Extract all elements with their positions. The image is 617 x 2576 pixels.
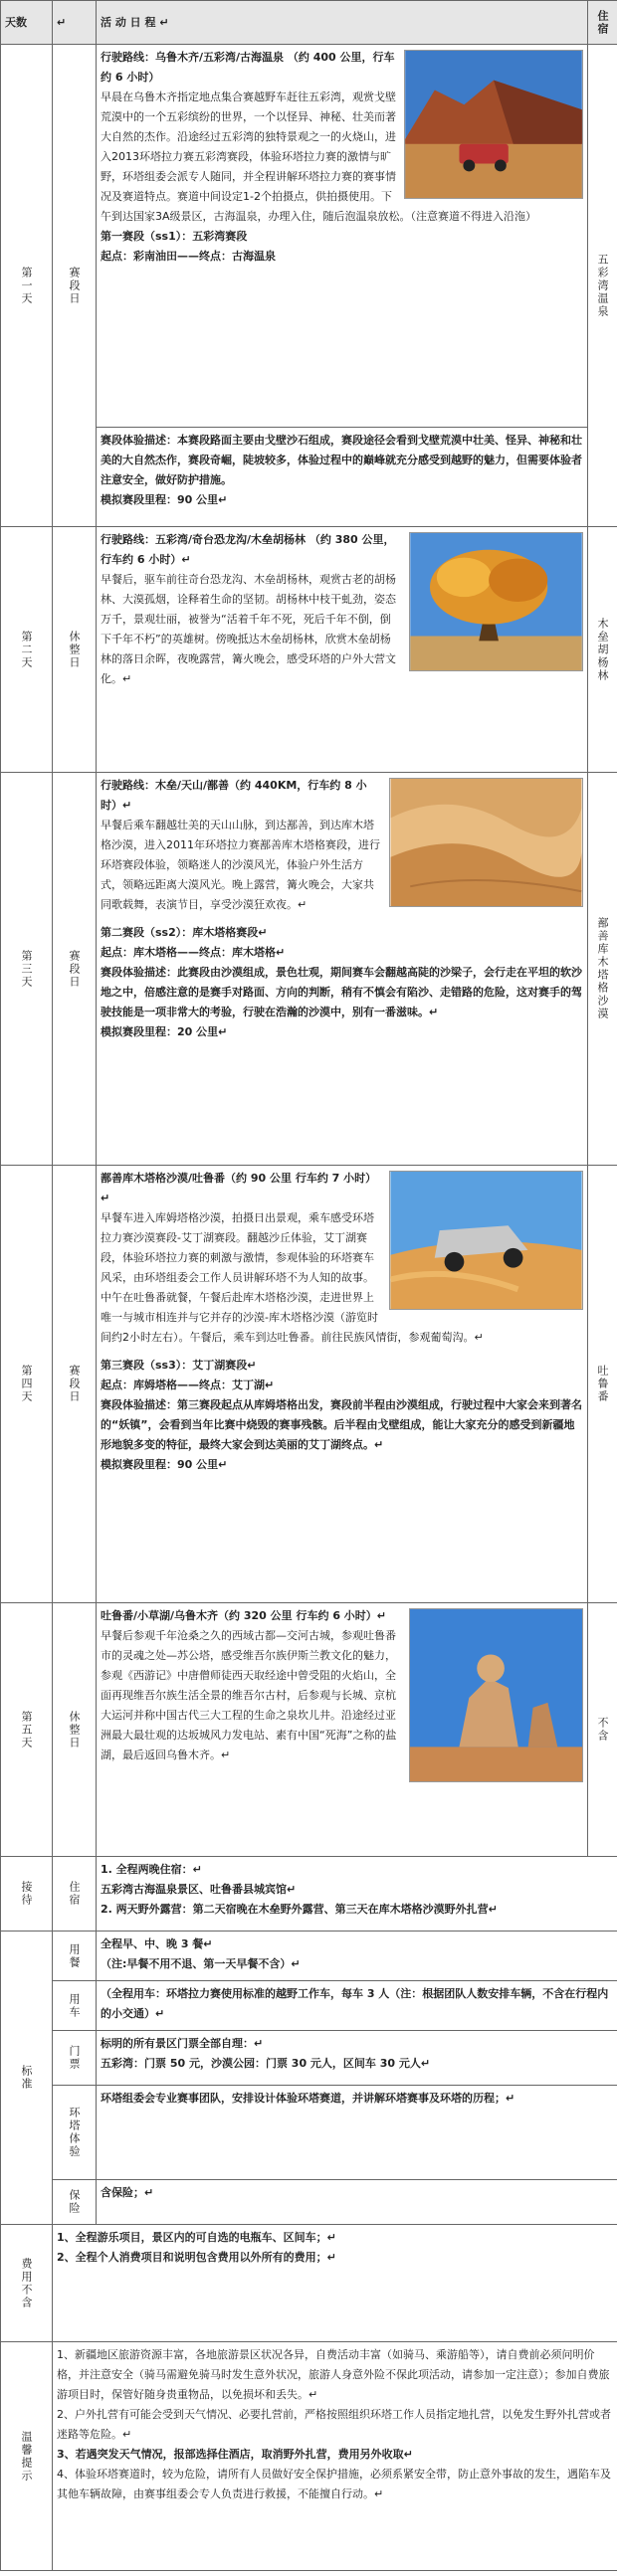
day2-content [97, 527, 588, 773]
day1-label: 第一天 [1, 45, 53, 527]
header-schedule: 活 动 日 程 ↵ [97, 1, 588, 45]
day4-content [97, 1166, 588, 1603]
ticket-row [1, 2031, 617, 2086]
meal-row [1, 1932, 617, 1981]
day4-body: 早餐车进入库姆塔格沙漠，拍摄日出景观，乘车感受环塔拉力赛沙漠赛段-艾丁湖赛段。翻越沙丘体验，艾丁湖赛段，体验环塔拉力赛的刺激与激情，参观体验的环塔赛车风采，由环塔组委会工作人员讲解环塔不为人知的故事。中午在吐鲁番就餐，午餐后赴库木塔格沙漠，走进世界上唯一与城市相连并与它并存的沙漠-库木塔格沙漠（游览时间约2小时左右）。午餐后，乘车到达吐鲁番。前往民族风情街，参观葡萄沟。↵ [101, 1211, 484, 1344]
day3-content [97, 773, 588, 1166]
stay-row [1, 1857, 617, 1932]
day5-body: 早餐后参观千年沧桑之久的西域古都—交河古城，参观吐鲁番市的灵魂之处—苏公塔，感受维吾尔族伊斯兰教文化的魅力，参观《西游记》中唐僧师徒西天取经途中曾受阻的火焰山，全面再现维吾尔族生活全景的维吾尔古村，后参观与长城、京杭大运河并称中国古代三大工程的生命之泉坎儿井。沿途经过亚洲最大最壮观的达坂城风力发电站、素有中国“死海”之称的盐湖，最后返回乌鲁木齐。↵ [101, 1629, 397, 1761]
day3-stay: 鄯善库木塔格沙漠 [588, 773, 617, 1166]
car-row [1, 1981, 617, 2031]
day5-label: 第五天 [1, 1603, 53, 1857]
tips-content [53, 2342, 617, 2571]
day1-body: 早晨在乌鲁木齐指定地点集合赛越野车赶往五彩湾，观赏戈壁荒漠中的一个五彩缤纷的世界，一个以怪异、神秘、壮美而著大自然的杰作。沿途经过五彩湾的独特景观之一的火烧山，进入2013环塔拉力赛五彩湾赛段，体验环塔拉力赛的激情与旷野，环塔组委会派专人随同，并全程讲解环塔拉力赛的赛事情况及赛道特点。赛道中间设定1-2个拍摄点，供拍摄使用。下午到达国家3A级景区，古海温泉，办理入住，随后泡温泉放松。（注意赛道不得进入沿沲） [101, 91, 537, 223]
excl-content [53, 2225, 617, 2342]
stay-l2: 五彩湾古海温泉景区、吐鲁番县城宾馆↵ [101, 1883, 297, 1896]
ins-l1: 含保险；↵ [101, 2186, 154, 2199]
day4-stage: 第三赛段（ss3）：艾丁湖赛段↵ [101, 1359, 257, 1372]
stay-l3: 2. 两天野外露营：第二天宿晚在木垒野外露营、第三天在库木塔格沙漠野外扎营↵ [101, 1903, 498, 1916]
day4-label: 第四天 [1, 1166, 53, 1603]
day2-label: 第二天 [1, 527, 53, 773]
stay-sub: 住宿 [53, 1857, 97, 1932]
ticket-content [97, 2031, 617, 2086]
car-label: 用车 [53, 1981, 97, 2031]
header-row [1, 1, 617, 45]
tips-t2: 2、户外扎营有可能会受到天气情况、必要扎营前，严格按照组织环塔工作人员指定地扎营，以免发生野外扎营或者迷路等危险。↵ [57, 2408, 611, 2441]
sand-dunes-photo [389, 778, 583, 907]
day5-stay: 不含 [588, 1603, 617, 1857]
day5-content [97, 1603, 588, 1857]
tips-t4: 4、体验环塔赛道时，较为危险，请所有人员做好安全保护措施，必须系紧安全带，防止意外事故的发生，遇陷车及其他车辆故障，由赛事组委会专人负责进行救援，不能擅自行动。↵ [57, 2468, 611, 2500]
ins-row [1, 2180, 617, 2225]
ticket-l1: 标明的所有景区门票全部自理：↵ [101, 2037, 264, 2050]
meal-label: 用餐 [53, 1932, 97, 1981]
desert-rally-car-photo [404, 50, 583, 199]
day5-title: 吐鲁番/小草湖/乌鲁木齐（约 320 公里 行车约 6 小时）↵ [101, 1609, 387, 1622]
day1-content [97, 45, 588, 428]
day3-start: 起点：库木塔格——终点：库木塔格↵ [101, 946, 286, 959]
ins-label: 保险 [53, 2180, 97, 2225]
day4-stay: 吐鲁番 [588, 1166, 617, 1603]
exp-content [97, 2086, 617, 2180]
day2-stay: 木垒胡杨林 [588, 527, 617, 773]
tips-label: 温馨提示 [1, 2342, 53, 2571]
exp-row [1, 2086, 617, 2180]
header-blank: ↵ [53, 1, 97, 45]
ticket-label: 门票 [53, 2031, 97, 2086]
day2-title: 行驶路线：五彩湾/奇台恐龙沟/木垒胡杨林 （约 380 公里，行车约 6 小时）↵ [101, 533, 395, 566]
day2-body: 早餐后，驱车前往奇台恐龙沟、木垒胡杨林，观赏古老的胡杨林、大漠孤烟，诠释着生命的坚韧。胡杨林中枝干虬劲，姿态万千，景观壮丽，被誉为“活着千年不死，死后千年不倒，倒下千年不朽”的英雄树。傍晚抵达木垒胡杨林，欣赏木垒胡杨林的落日余晖，夜晚露营，篝火晚会，感受环塔的户外大营文化。↵ [101, 573, 396, 685]
exp-label: 环塔体验 [53, 2086, 97, 2180]
day1-title: 行驶路线：乌鲁木齐/五彩湾/古海温泉 （约 400 公里，行车约 6 小时） [101, 51, 395, 84]
day3-desc: 赛段体验描述：此赛段由沙漠组成，景色壮观，期间赛车会翻越高陡的沙梁子，会行走在平坦的软沙地之中，倍感注意的是赛手对路面、方向的判断，稍有不慎会有陷沙、走错路的危险，这对赛手的驾驶技能是一项非常大的考验，行驶在浩瀚的沙漠中，别有一番滋味。↵ [101, 966, 582, 1018]
day3-body: 早餐后乘车翻越壮美的天山山脉，到达鄯善，到达库木塔格沙漠，进入2011年环塔拉力赛鄯善库木塔格赛段，进行环塔赛段体验，领略迷人的沙漠风光，体验户外生活方式，领略远距离大漠风光。晚上露营，篝火晚会，大家共同歌载舞，表演节目，享受沙漠狂欢夜。↵ [101, 819, 380, 911]
day1-start: 起点：彩南油田——终点：古海温泉 [101, 250, 276, 263]
stay-label: 接待 [1, 1857, 53, 1932]
day2-type: 休整日 [53, 527, 97, 773]
exp-l1: 环塔组委会专业赛事团队，安排设计体验环塔赛道，并讲解环塔赛事及环塔的历程；↵ [101, 2092, 515, 2105]
meal-content [97, 1932, 617, 1981]
stay-content [97, 1857, 617, 1932]
day4-row [1, 1166, 617, 1603]
day1-row-a [1, 45, 617, 428]
day1-type: 赛段日 [53, 45, 97, 527]
day1-desc: 赛段体验描述：本赛段路面主要由戈壁沙石组成，赛段途径会看到戈壁荒漠中壮美、怪异、神秘和壮美的大自然杰作，赛段奇崛，陡坡较多，体验过程中的巅峰就充分感受到越野的魅力，但需要体验者注意安全，做好防护措施。 [101, 434, 582, 486]
day3-title: 行驶路线：木垒/天山/鄯善（约 440KM，行车约 8 小时）↵ [101, 779, 367, 812]
day2-row [1, 527, 617, 773]
desert-poplar-tree-photo [409, 532, 583, 671]
ins-content [97, 2180, 617, 2225]
day3-row [1, 773, 617, 1166]
monkey-king-sculpture-photo [409, 1608, 583, 1782]
stay-l1: 1. 全程两晚住宿：↵ [101, 1863, 202, 1876]
car-l1: （全程用车：环塔拉力赛使用标准的越野工作车，每车 3 人（注：根据团队人数安排车辆，不含在行程内的小交通）↵ [101, 1987, 609, 2020]
day4-dist: 模拟赛段里程：90 公里↵ [101, 1458, 228, 1471]
header-days: 天数 [1, 1, 53, 45]
racing-suv-photo [389, 1171, 583, 1310]
day1-desc-cell [97, 428, 588, 527]
day3-label: 第三天 [1, 773, 53, 1166]
day1-stay: 五彩湾温泉 [588, 45, 617, 527]
excl-l1: 1、全程游乐项目，景区内的可自选的电瓶车、区间车；↵ [57, 2231, 336, 2244]
day1-stage: 第一赛段（ss1）：五彩湾赛段 [101, 230, 248, 243]
day5-type: 休整日 [53, 1603, 97, 1857]
tips-row [1, 2342, 617, 2571]
meal-l1: 全程早、中、晚 3 餐↵ [101, 1937, 213, 1950]
std-label: 标准 [1, 1932, 53, 2225]
day4-start: 起点：库姆塔格——终点：艾丁湖↵ [101, 1379, 275, 1391]
day4-type: 赛段日 [53, 1166, 97, 1603]
car-content [97, 1981, 617, 2031]
day3-type: 赛段日 [53, 773, 97, 1166]
day3-dist: 模拟赛段里程：20 公里↵ [101, 1025, 228, 1038]
day3-stage: 第二赛段（ss2）：库木塔格赛段↵ [101, 926, 268, 939]
tips-t1: 1、新疆地区旅游资源丰富，各地旅游景区状况各异，自费活动丰富（如骑马、乘游船等），请自费前必须问明价格，并注意安全（骑马需避免骑马时发生意外状况，旅游人身意外险不保此项活动，请参加一定注意）；参加自费旅游项目时，保管好随身贵重物品，以免损坏和丢失。↵ [57, 2348, 610, 2401]
day4-desc: 赛段体验描述：第三赛段起点从库姆塔格出发，赛段前半程由沙漠组成，行驶过程中大家会来到著名的“妖镇”，会看到当年比赛中烧毁的赛事残骸。后半程由戈壁组成，能让大家充分的感受到新疆地形地貌多变的特征，最终大家会到达美丽的艾丁湖终点。↵ [101, 1398, 582, 1451]
day5-row [1, 1603, 617, 1857]
excl-label: 费用不含 [1, 2225, 53, 2342]
tips-t3: 3、若遇突发天气情况，报部选择住酒店，取消野外扎营，费用另外收取↵ [57, 2448, 413, 2461]
excl-row [1, 2225, 617, 2342]
day4-title: 鄯善库木塔格沙漠/吐鲁番（约 90 公里 行车约 7 小时）↵ [101, 1172, 377, 1204]
day1-dist: 模拟赛段里程：90 公里↵ [101, 493, 228, 506]
header-stay: 住宿 [588, 1, 617, 45]
meal-l2: （注:早餐不用不退、第一天早餐不含）↵ [101, 1957, 301, 1970]
ticket-l2: 五彩湾：门票 50 元，沙漠公园：门票 30 元人，区间车 30 元人↵ [101, 2057, 431, 2070]
excl-l2: 2、全程个人消费项目和说明包含费用以外所有的费用；↵ [57, 2251, 336, 2264]
